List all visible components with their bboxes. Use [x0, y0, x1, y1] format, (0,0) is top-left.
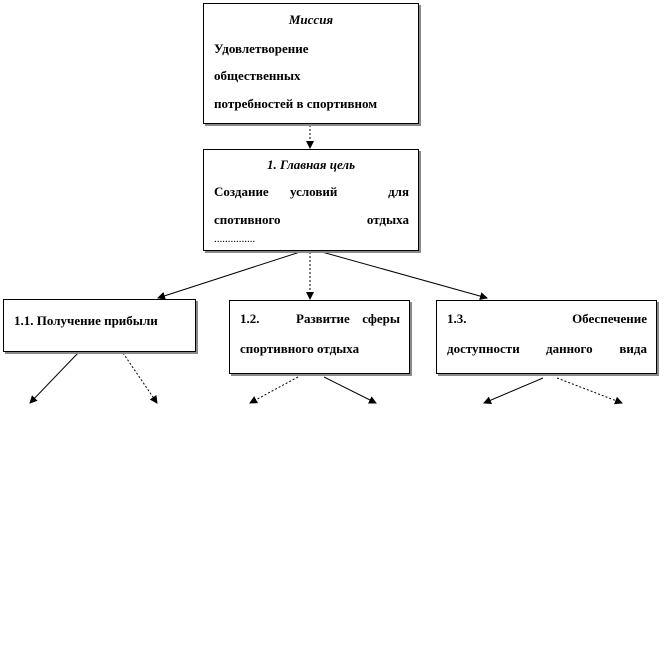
- sub2-left-arrow: [250, 377, 298, 403]
- sub-goal-3-word-4: данного: [546, 341, 593, 356]
- sub1-right-arrow: [123, 353, 157, 403]
- main-goal-word-5: отдыха: [366, 212, 409, 227]
- main-goal-word-2: условий: [290, 184, 338, 199]
- sub-goal-2-line-2: спортивного отдыха: [240, 341, 360, 356]
- mission-box: [203, 3, 419, 124]
- sub-goal-3-word-5: вида: [619, 341, 647, 356]
- main-goal-word-3: для: [388, 184, 409, 199]
- sub-goal-3-word-1: 1.3.: [447, 311, 467, 326]
- sub2-right-arrow: [324, 377, 376, 403]
- sub-goal-3-box: [436, 300, 657, 374]
- mission-title: Миссия: [288, 12, 334, 27]
- main-goal-word-1: Создание: [214, 184, 269, 199]
- goal-to-sub1-arrow: [158, 252, 300, 298]
- sub-goal-2-box: [229, 300, 410, 374]
- sub-goal-2-word-2: Развитие: [296, 311, 350, 326]
- sub-goal-2-word-1: 1.2.: [240, 311, 260, 326]
- sub-goal-3-word-3: доступности: [447, 341, 520, 356]
- sub-goal-1-line-1: 1.1. Получение прибыли: [14, 313, 158, 328]
- main-goal-title: 1. Главная цель: [266, 157, 356, 172]
- sub-goal-1-box: [3, 299, 196, 352]
- main-goal-box: [203, 149, 419, 251]
- mission-line-3: потребностей в спортивном: [214, 96, 378, 111]
- goal-to-sub3-arrow: [322, 252, 487, 298]
- mission-line-1: Удовлетворение: [214, 41, 309, 56]
- sub3-right-arrow: [557, 378, 622, 403]
- sub-goal-3-word-2: Обеспечение: [572, 311, 647, 326]
- main-goal-dots: ...............: [214, 233, 256, 245]
- mission-line-2: общественных: [214, 68, 301, 83]
- sub-goal-2-word-3: сферы: [362, 311, 400, 326]
- main-goal-word-4: спотивного: [214, 212, 281, 227]
- sub3-left-arrow: [484, 378, 543, 403]
- sub1-left-arrow: [30, 353, 78, 403]
